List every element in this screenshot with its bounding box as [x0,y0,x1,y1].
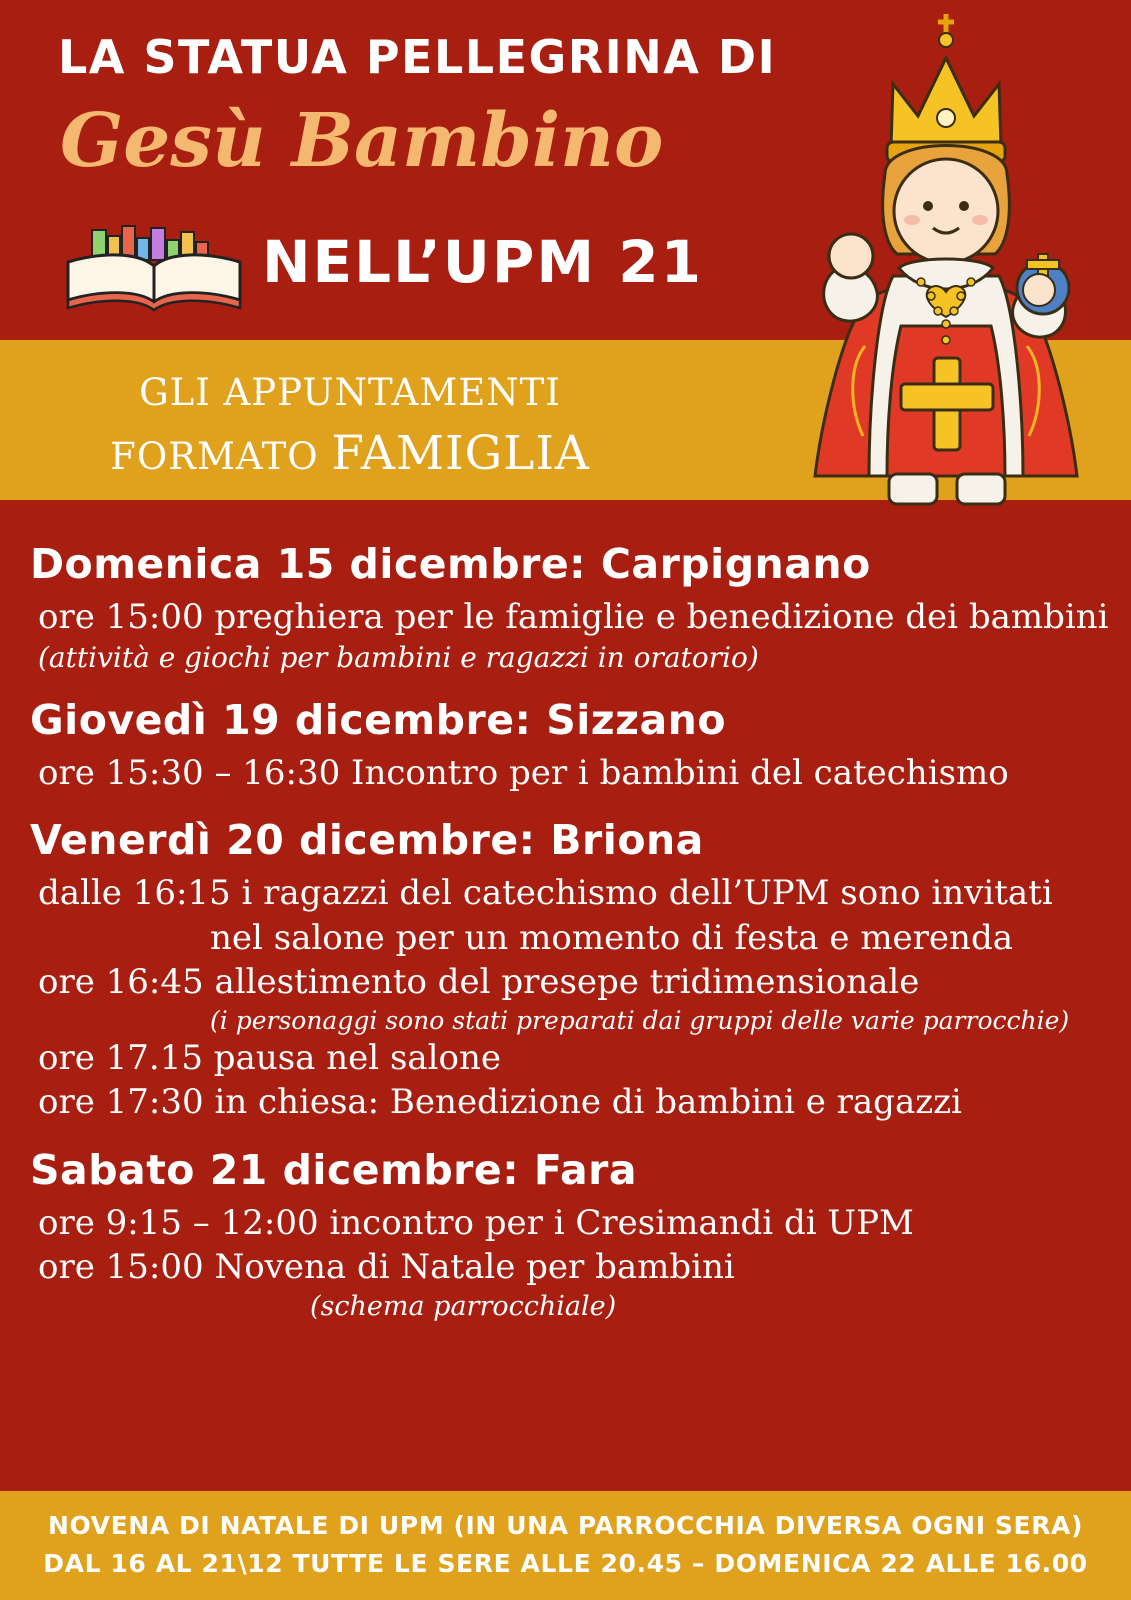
header-title-line3: NELL’UPM 21 [262,228,703,296]
event-line: ore 15:00 preghiera per le famiglie e benedizione dei bambini [38,597,1109,637]
event-line: ore 15:30 – 16:30 Incontro per i bambini del catechismo [38,752,1009,793]
event-line: ore 15:00 Novena di Natale per bambini [38,1247,735,1287]
event-note: (attività e giochi per bambini e ragazzi in oratorio) [38,640,759,674]
event-item [0,1146,1131,1322]
event-item [0,540,1131,674]
holy-child-statue-illustration [781,6,1111,551]
subtitle-text [0,366,700,488]
subtitle-line2-small: FORMATO [110,434,332,478]
header-title-line1: LA STATUA PELLEGRINA DI [58,30,777,84]
open-book-with-town-icon [62,222,247,312]
header-script-title: Gesù Bambino [60,98,664,184]
event-line: nel salone per un momento di festa e merenda [210,917,1013,958]
event-line: ore 16:45 allestimento del presepe tridimensionale [38,962,920,1002]
footer-line1: NOVENA DI NATALE DI UPM (IN UNA PARROCCHIA DIVERSA OGNI SERA) [47,1511,1084,1540]
footer-line2: DAL 16 AL 21\12 TUTTE LE SERE ALLE 20.45 – DOMENICA 22 ALLE 16.00 [43,1548,1088,1578]
event-title: Venerdì 20 dicembre: Briona [30,816,704,864]
event-title: Sabato 21 dicembre: Fara [30,1145,638,1194]
subtitle-line1: GLI APPUNTAMENTI [139,371,561,414]
subtitle-line2 [0,420,700,488]
event-line: dalle 16:15 i ragazzi del catechismo dell’UPM sono invitati [38,873,1053,913]
event-line: ore 17.15 pausa nel salone [38,1037,502,1078]
event-item [0,696,1131,795]
event-note: (i personaggi sono stati preparati dai gruppi delle varie parrocchie) [210,1005,1070,1035]
event-title: Domenica 15 dicembre: Carpignano [30,540,871,588]
events-list [0,500,1131,1322]
event-line: ore 9:15 – 12:00 incontro per i Cresimandi di UPM [38,1202,914,1243]
event-title: Giovedì 19 dicembre: Sizzano [30,695,727,744]
subtitle-line2-big: FAMIGLIA [331,425,590,481]
event-note: (schema parrocchiale) [310,1290,617,1322]
event-line: ore 17:30 in chiesa: Benedizione di bambini e ragazzi [38,1082,962,1122]
poster-footer [0,1491,1131,1600]
event-item [0,816,1131,1124]
